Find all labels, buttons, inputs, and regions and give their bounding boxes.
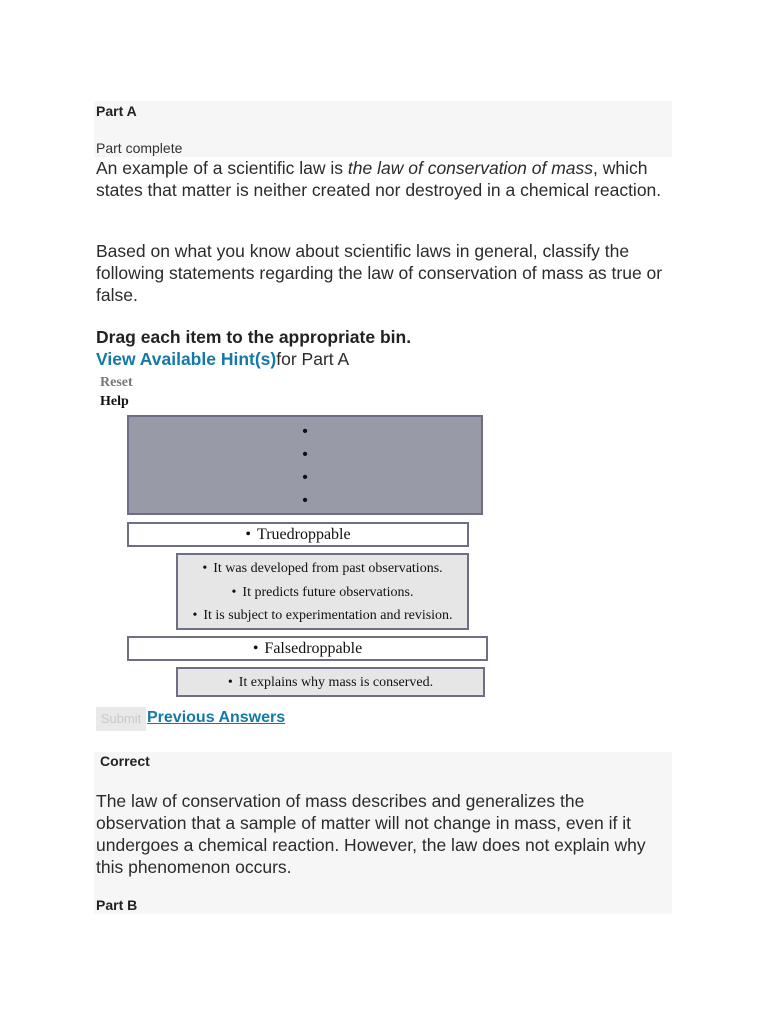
draggable-item[interactable] bbox=[178, 671, 483, 695]
reset-button[interactable]: Reset bbox=[100, 375, 133, 390]
draggable-item[interactable] bbox=[178, 604, 467, 628]
false-bin[interactable] bbox=[176, 667, 485, 697]
bullet: • bbox=[227, 675, 233, 690]
true-bin-label bbox=[127, 522, 469, 547]
view-hints-link[interactable]: View Available Hint(s) bbox=[96, 349, 277, 369]
empty-slot: • bbox=[302, 469, 308, 486]
previous-answers-link[interactable]: Previous Answers bbox=[147, 709, 286, 726]
drag-source-area[interactable] bbox=[127, 415, 483, 515]
bullet: • bbox=[252, 640, 259, 657]
item-text: It was developed from past observations. bbox=[213, 561, 443, 576]
intro-text bbox=[96, 157, 672, 201]
bullet: • bbox=[192, 608, 198, 623]
bullet: • bbox=[202, 561, 208, 576]
draggable-item[interactable] bbox=[178, 581, 467, 605]
submit-button[interactable]: Submit bbox=[96, 707, 146, 731]
intro-emphasis: the law of conservation of mass bbox=[347, 158, 594, 178]
part-b-title[interactable]: Part B bbox=[96, 897, 138, 913]
feedback-title: Correct bbox=[100, 753, 150, 769]
question-text: Based on what you know about scientific laws in general, classify the following statements regarding the law of conservation of mass as true or false. bbox=[96, 241, 663, 305]
empty-slot: • bbox=[302, 423, 308, 440]
bullet: • bbox=[231, 584, 237, 600]
instruction-text: Drag each item to the appropriate bin. bbox=[96, 327, 412, 347]
hint-row bbox=[96, 348, 349, 370]
item-text: It is subject to experimentation and revision. bbox=[203, 608, 453, 623]
item-text: It predicts future observations. bbox=[242, 584, 414, 600]
part-status: Part complete bbox=[96, 140, 183, 156]
hint-suffix: for Part A bbox=[276, 349, 350, 369]
item-text: It explains why mass is conserved. bbox=[238, 675, 434, 690]
empty-slot: • bbox=[302, 446, 308, 463]
true-bin-label-text: Truedroppable bbox=[256, 526, 351, 543]
feedback-text: The law of conservation of mass describes and generalizes the observation that a sample of matter will not change in mass, even if it undergoes a chemical reaction. However, the law does not explain why this phenomenon occurs. bbox=[96, 791, 646, 877]
help-button[interactable]: Help bbox=[100, 394, 129, 409]
false-bin-label bbox=[127, 636, 488, 661]
empty-slot: • bbox=[302, 492, 308, 509]
true-bin[interactable] bbox=[176, 553, 469, 630]
intro-suffix: , which states that matter is neither created nor destroyed in a chemical reaction. bbox=[96, 158, 662, 200]
false-bin-label-text: Falsedroppable bbox=[264, 640, 363, 657]
draggable-item[interactable] bbox=[178, 557, 467, 581]
intro-prefix: An example of a scientific law is bbox=[96, 158, 348, 178]
part-a-title: Part A bbox=[96, 103, 137, 119]
bullet: • bbox=[245, 526, 251, 543]
